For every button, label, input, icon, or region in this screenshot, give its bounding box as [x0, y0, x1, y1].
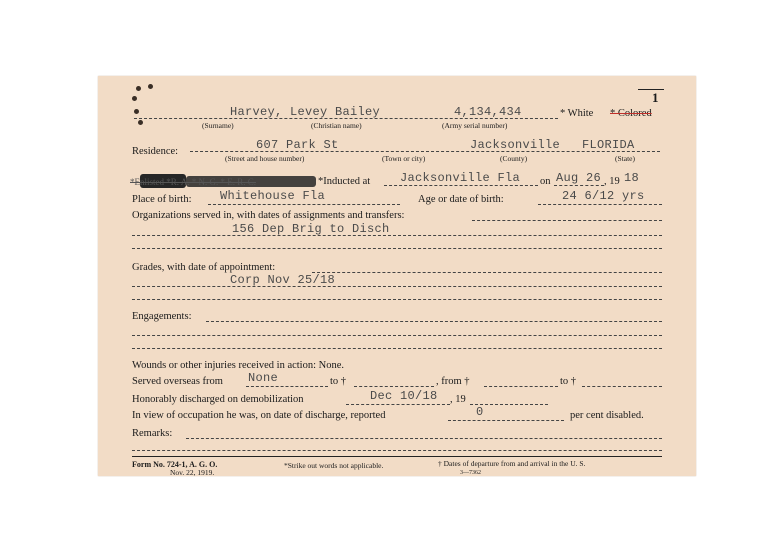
overseas-line-4	[582, 386, 662, 387]
organizations-label: Organizations served in, with dates of assignments and transfers:	[132, 210, 405, 221]
organizations-line-3	[132, 248, 662, 249]
residence-street: 607 Park St	[256, 138, 339, 152]
footnote-strike: *Strike out words not applicable.	[284, 461, 384, 470]
birth-place-label: Place of birth:	[132, 194, 192, 205]
grades-label: Grades, with date of appointment:	[132, 262, 276, 273]
footer-rule	[132, 456, 662, 457]
race-white: * White	[560, 108, 594, 119]
service-record-card	[98, 76, 696, 476]
grades-value: Corp Nov 25/18	[230, 273, 336, 287]
discharged-year: , 19	[450, 394, 466, 405]
punch-mark	[134, 109, 139, 114]
wounds-label: Wounds or other injuries received in action: None.	[132, 360, 345, 371]
name-line	[134, 118, 558, 119]
inducted-date: Aug 26	[556, 171, 602, 185]
card-number-rule	[638, 89, 664, 90]
residence-city: Jacksonville	[470, 138, 561, 152]
inducted-date-line	[554, 185, 604, 186]
race-colored: * Colored	[610, 108, 652, 119]
remarks-label: Remarks:	[132, 428, 173, 439]
grades-line-3	[132, 299, 662, 300]
name-value: Harvey, Levey Bailey	[230, 105, 381, 119]
organizations-value: 156 Dep Brig to Disch	[232, 222, 390, 236]
residence-line	[190, 151, 660, 152]
footnote-dates: † Dates of departure from and arrival in the U. S.	[438, 459, 586, 468]
organizations-line-2	[132, 235, 662, 236]
print-code: 3—7362	[460, 470, 481, 476]
punch-mark	[136, 86, 141, 91]
organizations-line-1	[472, 220, 662, 221]
discharged-value: Dec 10/18	[370, 389, 438, 403]
residence-state: FLORIDA	[582, 138, 635, 152]
occupation-label: In view of occupation he was, on date of discharge, reported	[132, 410, 386, 421]
discharged-line	[346, 404, 450, 405]
discharged-label: Honorably discharged on demobilization	[132, 394, 304, 405]
overseas-line-3	[484, 386, 558, 387]
age-line	[538, 204, 662, 205]
christian-name-caption: (Christian name)	[311, 121, 362, 130]
inducted-label: *Inducted at	[318, 176, 371, 187]
street-caption: (Street and house number)	[225, 154, 305, 163]
year-prefix: , 19	[604, 176, 620, 187]
card-number: 1	[652, 90, 659, 105]
birth-place-line	[208, 204, 400, 205]
occupation-value: 0	[476, 405, 484, 419]
inducted-place: Jacksonville Fla	[400, 171, 521, 185]
engagements-line-2	[132, 335, 662, 336]
inducted-place-line	[384, 185, 538, 186]
occupation-line	[448, 420, 564, 421]
overseas-to2-label: to †	[560, 376, 577, 387]
overseas-line-2	[354, 386, 434, 387]
inducted-year: 18	[624, 171, 640, 185]
remarks-line-2	[132, 450, 662, 451]
on-label: on	[540, 176, 551, 187]
state-caption: (State)	[615, 154, 635, 163]
punch-mark	[132, 96, 137, 101]
grades-line-2	[132, 286, 662, 287]
age-value: 24 6/12 yrs	[562, 189, 645, 203]
form-date: Nov. 22, 1919.	[170, 468, 215, 477]
enlistment-options-struck: *Enlisted *R. A. * N. G. * E. R. C.	[130, 177, 257, 187]
surname-caption: (Surname)	[202, 121, 234, 130]
remarks-line-1	[186, 438, 662, 439]
age-label: Age or date of birth:	[418, 194, 504, 205]
overseas-from-label: , from †	[436, 376, 470, 387]
punch-mark	[138, 120, 143, 125]
grades-line-1	[312, 272, 662, 273]
engagements-line-3	[132, 348, 662, 349]
punch-mark	[148, 84, 153, 89]
disabled-label: per cent disabled.	[570, 410, 644, 421]
overseas-to-label: to †	[330, 376, 347, 387]
engagements-label: Engagements:	[132, 311, 192, 322]
serial-caption: (Army serial number)	[442, 121, 508, 130]
residence-label: Residence:	[132, 146, 179, 157]
overseas-value: None	[248, 371, 279, 385]
overseas-line-1	[246, 386, 328, 387]
form-number: Form No. 724-1, A. G. O.	[132, 460, 218, 469]
town-caption: (Town or city)	[382, 154, 426, 163]
engagements-line-1	[206, 321, 662, 322]
serial-value: 4,134,434	[454, 105, 522, 119]
county-caption: (County)	[500, 154, 528, 163]
overseas-label: Served overseas from	[132, 376, 223, 387]
birth-place-value: Whitehouse Fla	[220, 189, 326, 203]
